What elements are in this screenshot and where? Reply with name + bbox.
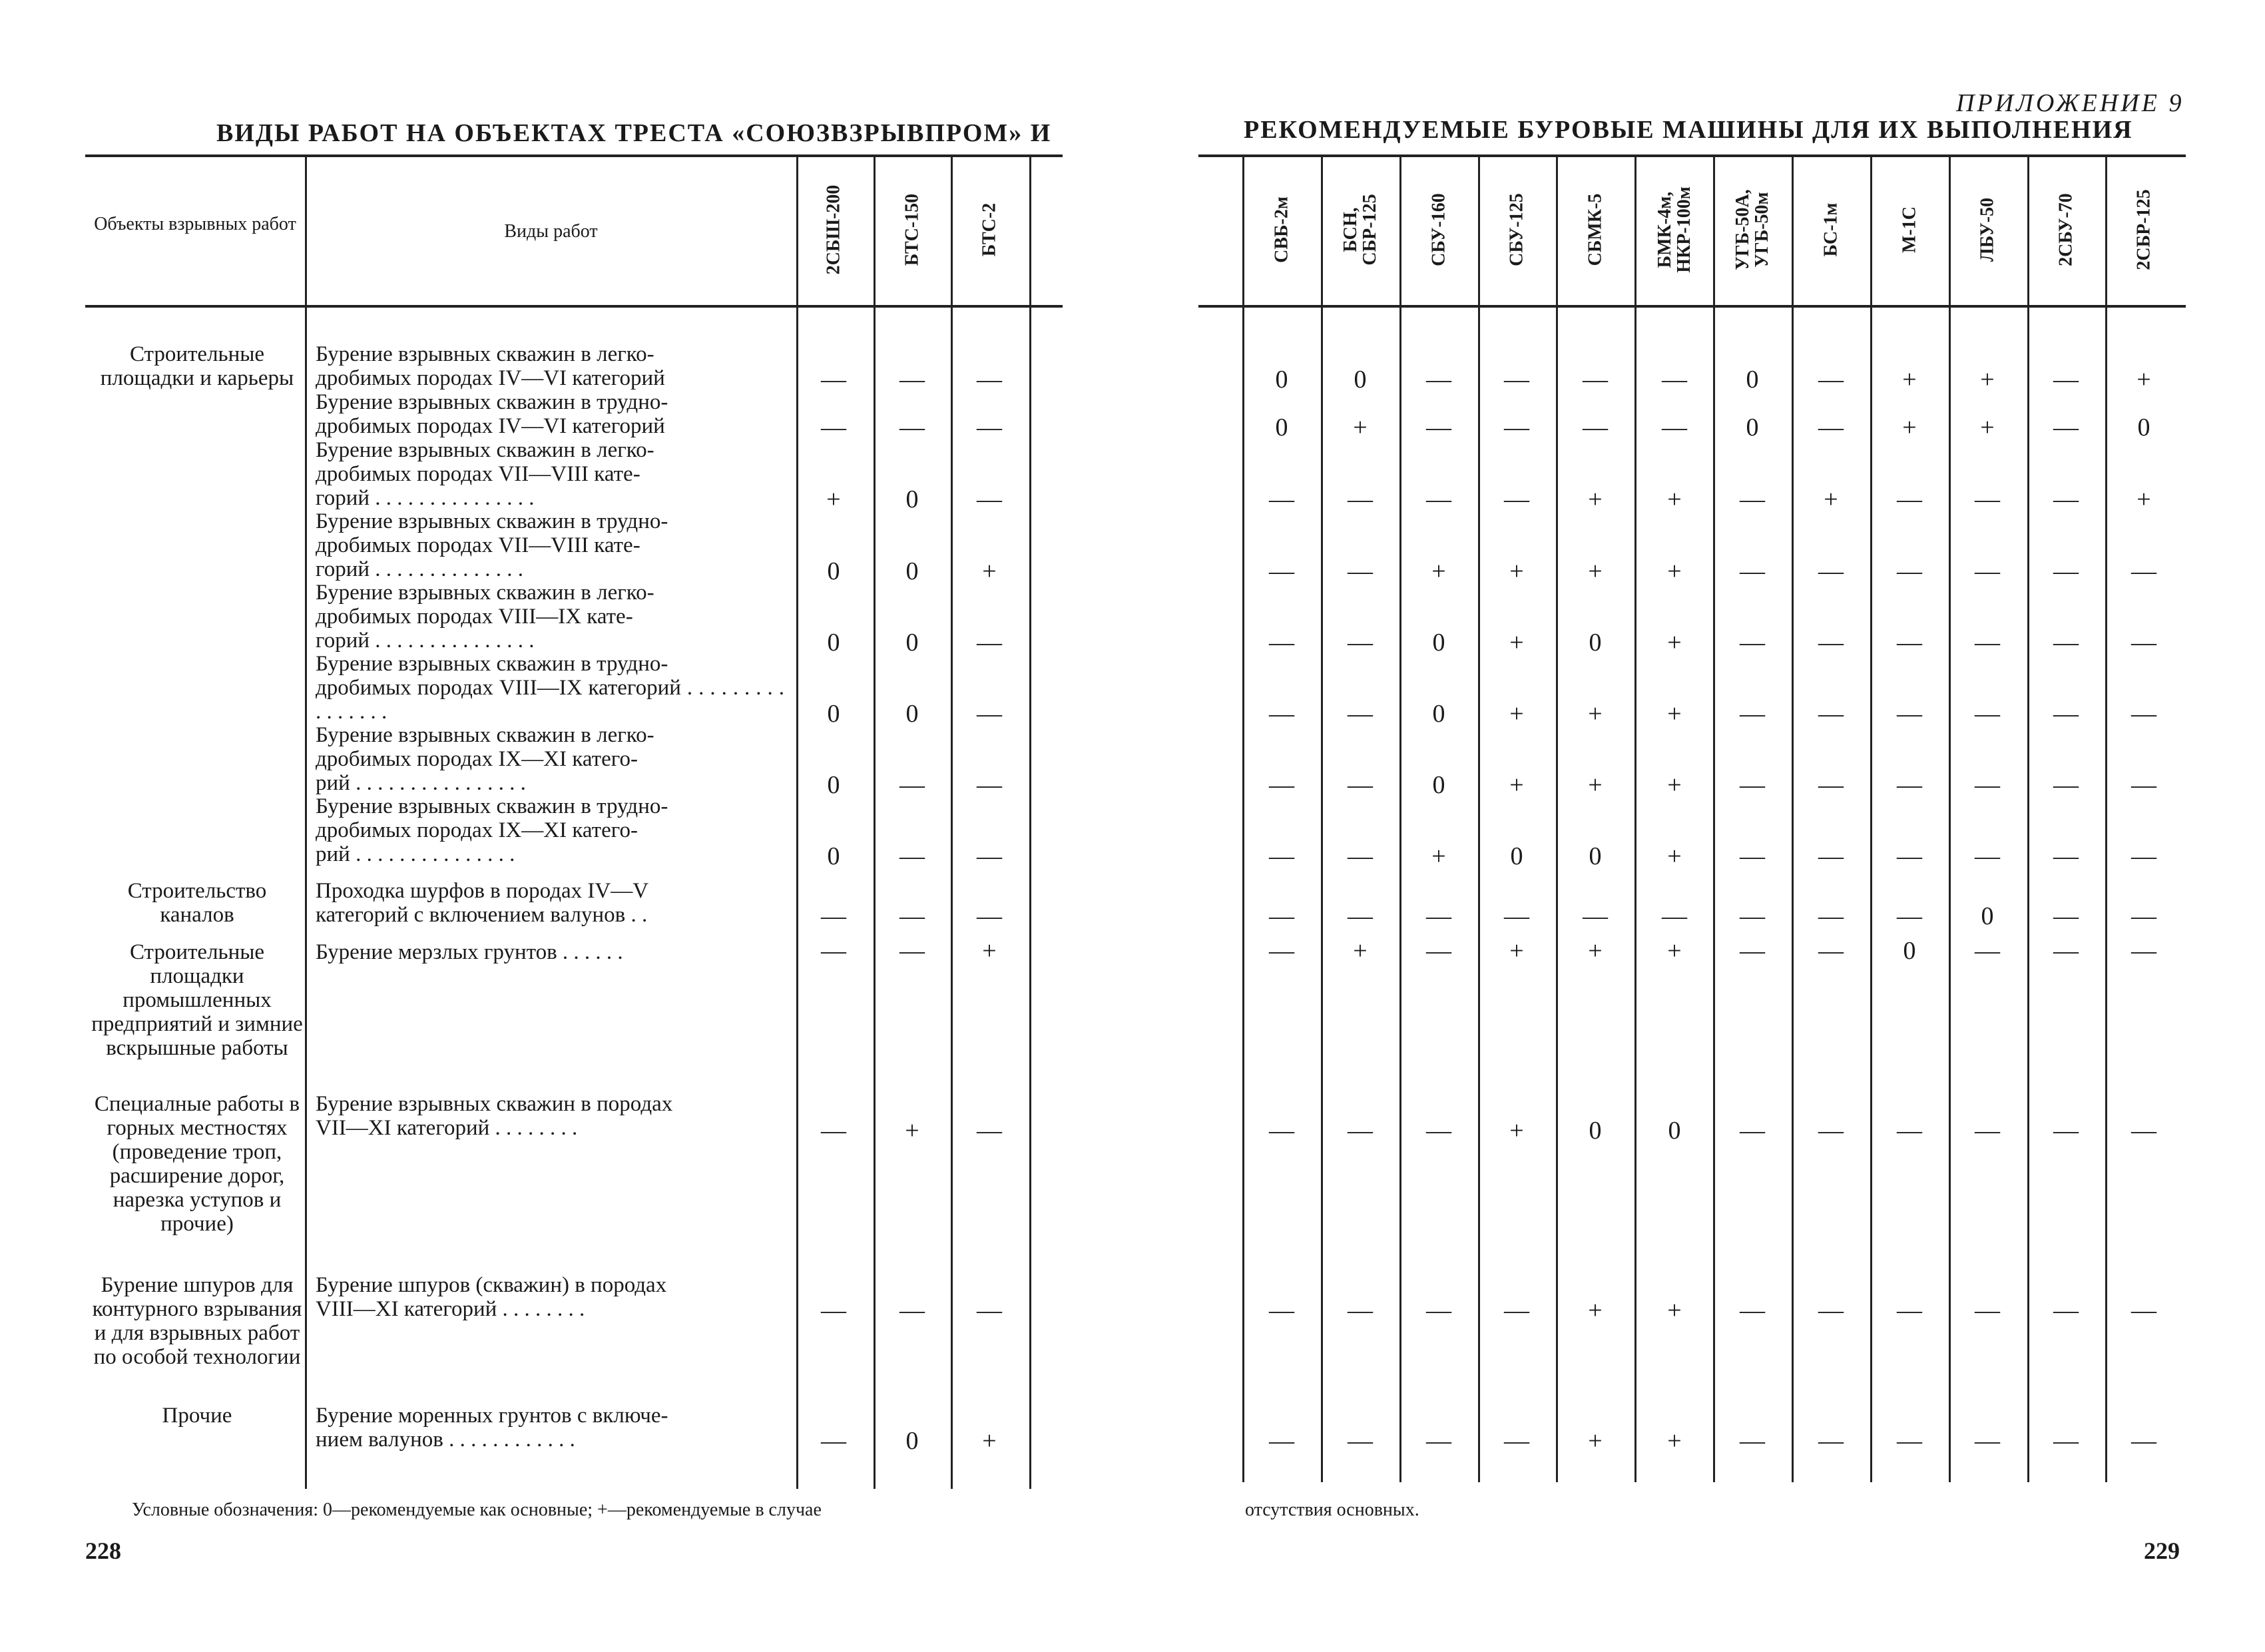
- table-cell: 0: [1589, 629, 1602, 657]
- work-description: Бурение взрывных скважин в легко- дробимых породах VIII—IX кате- горий . . . . . . . . . . . . . . .: [316, 581, 654, 653]
- table-cell: +: [1667, 1427, 1682, 1455]
- page-number-right: 229: [2144, 1537, 2180, 1564]
- table-cell: 0: [827, 771, 840, 799]
- table-cell: —: [1897, 842, 1922, 870]
- table-cell: —: [1897, 557, 1922, 585]
- table-cell: +: [1667, 842, 1682, 870]
- table-cell: —: [977, 1296, 1002, 1324]
- table-cell: —: [1818, 842, 1844, 870]
- table-cell: —: [1740, 1296, 1765, 1324]
- table-cell: —: [1740, 771, 1765, 799]
- table-cell: —: [2131, 1427, 2156, 1455]
- table-cell: 0: [905, 1427, 919, 1455]
- table-cell: —: [1348, 902, 1373, 930]
- table-cell: —: [1426, 366, 1451, 394]
- table-cell: 0: [1275, 366, 1288, 394]
- table-cell: —: [1975, 1296, 2000, 1324]
- table-cell: —: [1818, 1427, 1844, 1455]
- table-cell: —: [1897, 629, 1922, 657]
- table-cell: —: [821, 902, 846, 930]
- column-divider: [1713, 157, 1715, 1482]
- table-cell: —: [1269, 902, 1294, 930]
- column-divider: [1399, 157, 1401, 1482]
- table-cell: +: [1667, 1296, 1682, 1324]
- table-cell: 0: [1275, 413, 1288, 441]
- table-cell: —: [1897, 1296, 1922, 1324]
- work-description: Бурение взрывных скважин в легко- дробимых породах VII—VIII кате- горий . . . . . . . . . . . . . . .: [316, 438, 654, 510]
- table-cell: —: [899, 937, 925, 965]
- table-top-rule-right: [1198, 154, 2186, 157]
- table-cell: —: [1740, 485, 1765, 513]
- column-divider: [1242, 157, 1244, 1482]
- table-cell: +: [1902, 366, 1917, 394]
- header-works: Виды работ: [504, 221, 598, 242]
- table-cell: —: [2053, 1296, 2079, 1324]
- table-cell: +: [1588, 1296, 1603, 1324]
- table-cell: —: [1348, 629, 1373, 657]
- table-cell: +: [1588, 771, 1603, 799]
- table-cell: —: [899, 902, 925, 930]
- table-cell: —: [2053, 842, 2079, 870]
- work-description: Бурение взрывных скважин в легко- дробимых породах IX—XI катего- рий . . . . . . . . . . . . . . . .: [316, 723, 654, 795]
- table-cell: —: [1897, 485, 1922, 513]
- table-cell: —: [1426, 1296, 1451, 1324]
- table-cell: —: [2131, 629, 2156, 657]
- table-cell: —: [1426, 485, 1451, 513]
- table-cell: —: [2053, 629, 2079, 657]
- machine-header: БТС-2: [979, 202, 1000, 257]
- table-cell: +: [1588, 485, 1603, 513]
- table-cell: —: [1662, 366, 1687, 394]
- table-cell: —: [1818, 700, 1844, 728]
- page-title-right: РЕКОМЕНДУЕМЫЕ БУРОВЫЕ МАШИНЫ ДЛЯ ИХ ВЫПОЛНЕНИЯ: [1244, 116, 2133, 144]
- table-cell: —: [1975, 557, 2000, 585]
- table-cell: —: [1348, 1296, 1373, 1324]
- table-cell: —: [821, 413, 846, 441]
- header-objects: Объекты взрывных работ: [94, 214, 296, 234]
- table-cell: 0: [1432, 629, 1445, 657]
- table-cell: —: [1348, 842, 1373, 870]
- object-label: Специалные работы в горных местностях (проведение троп, расширение дорог, нарезка уступов и прочие): [94, 1092, 300, 1236]
- table-cell: —: [1348, 700, 1373, 728]
- table-cell: +: [1588, 557, 1603, 585]
- column-divider: [874, 157, 876, 1489]
- table-cell: —: [1818, 629, 1844, 657]
- table-cell: 0: [1510, 842, 1523, 870]
- table-cell: —: [1740, 557, 1765, 585]
- table-cell: —: [1348, 557, 1373, 585]
- table-cell: —: [899, 1296, 925, 1324]
- table-cell: +: [1588, 700, 1603, 728]
- column-divider: [1029, 157, 1031, 1489]
- table-cell: —: [1269, 700, 1294, 728]
- table-cell: +: [1667, 771, 1682, 799]
- table-cell: —: [899, 771, 925, 799]
- table-cell: +: [1509, 1117, 1524, 1145]
- column-divider: [1478, 157, 1480, 1482]
- table-cell: —: [1975, 1427, 2000, 1455]
- column-divider: [2027, 157, 2029, 1482]
- object-label: Строительные площадки промышленных предприятий и зимние вскрышные работы: [91, 940, 303, 1060]
- table-cell: 0: [1981, 902, 1994, 930]
- table-cell: —: [1269, 629, 1294, 657]
- page-number-left: 228: [85, 1537, 121, 1564]
- table-cell: —: [977, 842, 1002, 870]
- work-description: Бурение взрывных скважин в трудно- дробимых породах IX—XI катего- рий . . . . . . . . . . . . . . .: [316, 794, 668, 866]
- table-cell: 0: [827, 557, 840, 585]
- machine-header: УГБ-50А, УГБ-50м: [1732, 189, 1772, 270]
- machine-header: СБМК-5: [1585, 193, 1606, 266]
- table-cell: —: [1426, 1117, 1451, 1145]
- table-cell: 0: [905, 557, 919, 585]
- table-cell: —: [2131, 700, 2156, 728]
- table-cell: —: [1740, 842, 1765, 870]
- table-cell: —: [1426, 413, 1451, 441]
- table-cell: —: [2131, 902, 2156, 930]
- table-cell: —: [1975, 842, 2000, 870]
- table-cell: +: [1588, 1427, 1603, 1455]
- table-cell: —: [1818, 557, 1844, 585]
- table-cell: —: [2053, 771, 2079, 799]
- table-cell: +: [826, 485, 841, 513]
- object-label: Прочие: [162, 1404, 232, 1428]
- table-cell: +: [1353, 413, 1368, 441]
- table-cell: —: [977, 700, 1002, 728]
- table-cell: 0: [905, 629, 919, 657]
- table-cell: —: [1975, 937, 2000, 965]
- table-cell: —: [1740, 629, 1765, 657]
- table-cell: —: [1975, 771, 2000, 799]
- table-cell: +: [1667, 629, 1682, 657]
- table-cell: +: [982, 557, 997, 585]
- table-cell: —: [1426, 902, 1451, 930]
- table-cell: —: [1583, 902, 1608, 930]
- header-bottom-rule-left: [85, 305, 1063, 308]
- table-cell: —: [1897, 1427, 1922, 1455]
- table-cell: —: [2131, 557, 2156, 585]
- machine-header: 2СБШ-200: [823, 184, 844, 275]
- header-bottom-rule-right: [1198, 305, 2186, 308]
- machine-header: БМК-4м, НКР-100м: [1654, 186, 1694, 273]
- work-description: Бурение взрывных скважин в трудно- дробимых породах VIII—IX категорий . . . . . . . . . . . . . . . .: [316, 652, 784, 724]
- table-cell: —: [1818, 1117, 1844, 1145]
- table-cell: 0: [827, 700, 840, 728]
- table-cell: 0: [1746, 366, 1759, 394]
- machine-header: СВБ-2м: [1271, 196, 1292, 263]
- table-cell: —: [2053, 557, 2079, 585]
- table-cell: —: [1975, 700, 2000, 728]
- table-cell: +: [1509, 700, 1524, 728]
- table-cell: —: [1269, 771, 1294, 799]
- appendix-label: ПРИЛОЖЕНИЕ 9: [1956, 89, 2184, 117]
- table-cell: —: [2131, 937, 2156, 965]
- table-cell: —: [1897, 771, 1922, 799]
- table-cell: —: [1975, 485, 2000, 513]
- table-cell: —: [1662, 902, 1687, 930]
- table-cell: —: [1269, 1427, 1294, 1455]
- object-label: Строительные площадки и карьеры: [100, 342, 294, 390]
- machine-header: СБУ-160: [1428, 193, 1449, 266]
- table-cell: —: [821, 366, 846, 394]
- table-cell: —: [977, 366, 1002, 394]
- table-cell: —: [2053, 700, 2079, 728]
- table-cell: +: [1980, 413, 1995, 441]
- work-description: Бурение моренных грунтов с включе- нием валунов . . . . . . . . . . . .: [316, 1404, 668, 1452]
- table-cell: —: [2131, 1117, 2156, 1145]
- table-cell: —: [1348, 1117, 1373, 1145]
- table-cell: —: [1818, 366, 1844, 394]
- legend-left: Условные обозначения: 0—рекомендуемые как основные; +—рекомендуемые в случае: [132, 1500, 822, 1520]
- table-cell: —: [1348, 1427, 1373, 1455]
- table-cell: —: [821, 937, 846, 965]
- table-cell: +: [905, 1117, 919, 1145]
- table-cell: —: [1504, 902, 1529, 930]
- object-label: Строительство каналов: [127, 879, 267, 927]
- work-description: Проходка шурфов в породах IV—V категорий с включением валунов . .: [316, 879, 649, 927]
- table-cell: —: [1426, 937, 1451, 965]
- table-cell: —: [821, 1296, 846, 1324]
- table-cell: —: [1975, 629, 2000, 657]
- table-cell: +: [982, 1427, 997, 1455]
- table-cell: —: [1740, 1427, 1765, 1455]
- table-cell: +: [1667, 700, 1682, 728]
- table-top-rule-left: [85, 154, 1063, 157]
- table-cell: —: [1269, 842, 1294, 870]
- table-cell: 0: [1746, 413, 1759, 441]
- table-cell: +: [1667, 557, 1682, 585]
- work-description: Бурение взрывных скважин в трудно- дробимых породах IV—VI категорий: [316, 390, 668, 438]
- table-cell: —: [2053, 902, 2079, 930]
- table-cell: —: [2053, 1427, 2079, 1455]
- machine-header: 2СБУ-70: [2055, 193, 2077, 266]
- table-cell: —: [1818, 413, 1844, 441]
- column-divider: [1321, 157, 1323, 1482]
- table-cell: —: [1504, 413, 1529, 441]
- work-description: Бурение шпуров (скважин) в породах VIII—XI категорий . . . . . . . .: [316, 1273, 667, 1321]
- column-divider: [1870, 157, 1872, 1482]
- table-cell: +: [1431, 842, 1446, 870]
- table-cell: —: [1740, 902, 1765, 930]
- work-description: Бурение взрывных скважин в трудно- дробимых породах VII—VIII кате- горий . . . . . . . . . . . . . .: [316, 509, 668, 581]
- column-divider: [951, 157, 953, 1489]
- table-cell: 0: [1432, 700, 1445, 728]
- table-cell: +: [982, 937, 997, 965]
- table-cell: —: [1583, 413, 1608, 441]
- table-cell: —: [1975, 1117, 2000, 1145]
- table-cell: 0: [1354, 366, 1367, 394]
- legend-right: отсутствия основных.: [1245, 1500, 1419, 1520]
- table-cell: —: [1662, 413, 1687, 441]
- machine-header: БС-1м: [1820, 202, 1842, 257]
- page-title-left: ВИДЫ РАБОТ НА ОБЪЕКТАХ ТРЕСТА «СОЮЗВЗРЫВПРОМ» И: [216, 119, 1052, 147]
- table-cell: —: [1269, 557, 1294, 585]
- table-cell: 0: [2137, 413, 2150, 441]
- table-cell: —: [1504, 366, 1529, 394]
- table-cell: 0: [905, 700, 919, 728]
- table-cell: —: [2053, 937, 2079, 965]
- column-divider: [1792, 157, 1794, 1482]
- table-cell: +: [1509, 629, 1524, 657]
- table-cell: —: [1897, 700, 1922, 728]
- work-description: Бурение взрывных скважин в породах VII—XI категорий . . . . . . . .: [316, 1092, 673, 1140]
- table-cell: —: [899, 413, 925, 441]
- table-cell: —: [1269, 1117, 1294, 1145]
- table-cell: +: [1824, 485, 1838, 513]
- machine-header: ЛБУ-50: [1977, 197, 1998, 262]
- table-cell: —: [1740, 700, 1765, 728]
- table-cell: +: [1667, 485, 1682, 513]
- table-cell: —: [2053, 1117, 2079, 1145]
- table-cell: 0: [905, 485, 919, 513]
- column-divider: [1556, 157, 1558, 1482]
- table-cell: —: [1818, 937, 1844, 965]
- table-cell: —: [2131, 771, 2156, 799]
- table-cell: —: [1818, 902, 1844, 930]
- table-cell: —: [1348, 771, 1373, 799]
- object-label: Бурение шпуров для контурного взрывания и для взрывных работ по особой технологии: [92, 1273, 302, 1369]
- table-cell: 0: [827, 842, 840, 870]
- table-cell: —: [1740, 1117, 1765, 1145]
- table-cell: —: [1504, 1296, 1529, 1324]
- table-cell: +: [1902, 413, 1917, 441]
- table-cell: +: [1431, 557, 1446, 585]
- column-divider: [2105, 157, 2107, 1482]
- table-cell: —: [977, 902, 1002, 930]
- table-cell: —: [1269, 1296, 1294, 1324]
- table-cell: —: [1818, 1296, 1844, 1324]
- work-description: Бурение взрывных скважин в легко- дробимых породах IV—VI категорий: [316, 342, 665, 390]
- table-cell: 0: [1589, 842, 1602, 870]
- table-cell: —: [977, 413, 1002, 441]
- table-cell: —: [1897, 902, 1922, 930]
- table-cell: +: [1353, 937, 1368, 965]
- table-cell: 0: [1668, 1117, 1681, 1145]
- table-cell: —: [899, 842, 925, 870]
- table-cell: —: [1348, 485, 1373, 513]
- table-cell: —: [821, 1427, 846, 1455]
- machine-header: БСН, СБР-125: [1340, 194, 1380, 266]
- table-cell: +: [2137, 366, 2151, 394]
- table-cell: —: [1504, 485, 1529, 513]
- table-cell: —: [977, 485, 1002, 513]
- table-cell: +: [1588, 937, 1603, 965]
- table-cell: —: [977, 1117, 1002, 1145]
- column-divider: [796, 157, 798, 1489]
- table-cell: +: [1509, 771, 1524, 799]
- table-cell: —: [2053, 485, 2079, 513]
- table-cell: —: [2131, 1296, 2156, 1324]
- table-cell: +: [1509, 557, 1524, 585]
- machine-header: БТС-150: [901, 193, 923, 266]
- table-cell: —: [1426, 1427, 1451, 1455]
- table-cell: +: [2137, 485, 2151, 513]
- work-description: Бурение мерзлых грунтов . . . . . .: [316, 940, 623, 964]
- table-cell: 0: [1903, 937, 1916, 965]
- table-cell: —: [977, 629, 1002, 657]
- table-cell: —: [1504, 1427, 1529, 1455]
- column-divider: [1949, 157, 1951, 1482]
- table-cell: +: [1980, 366, 1995, 394]
- table-cell: —: [2053, 413, 2079, 441]
- column-divider: [1635, 157, 1636, 1482]
- table-cell: —: [1269, 937, 1294, 965]
- table-cell: —: [1818, 771, 1844, 799]
- table-cell: +: [1509, 937, 1524, 965]
- table-cell: —: [1269, 485, 1294, 513]
- table-cell: —: [1897, 1117, 1922, 1145]
- machine-header: 2СБР-125: [2133, 189, 2154, 270]
- table-cell: 0: [1432, 771, 1445, 799]
- table-cell: 0: [1589, 1117, 1602, 1145]
- table-cell: —: [1740, 937, 1765, 965]
- table-cell: —: [899, 366, 925, 394]
- table-cell: —: [2131, 842, 2156, 870]
- table-cell: 0: [827, 629, 840, 657]
- table-cell: +: [1667, 937, 1682, 965]
- machine-header: М-1С: [1899, 206, 1920, 253]
- table-cell: —: [977, 771, 1002, 799]
- table-cell: —: [2053, 366, 2079, 394]
- table-cell: —: [1583, 366, 1608, 394]
- machine-header: СБУ-125: [1506, 193, 1527, 266]
- table-cell: —: [821, 1117, 846, 1145]
